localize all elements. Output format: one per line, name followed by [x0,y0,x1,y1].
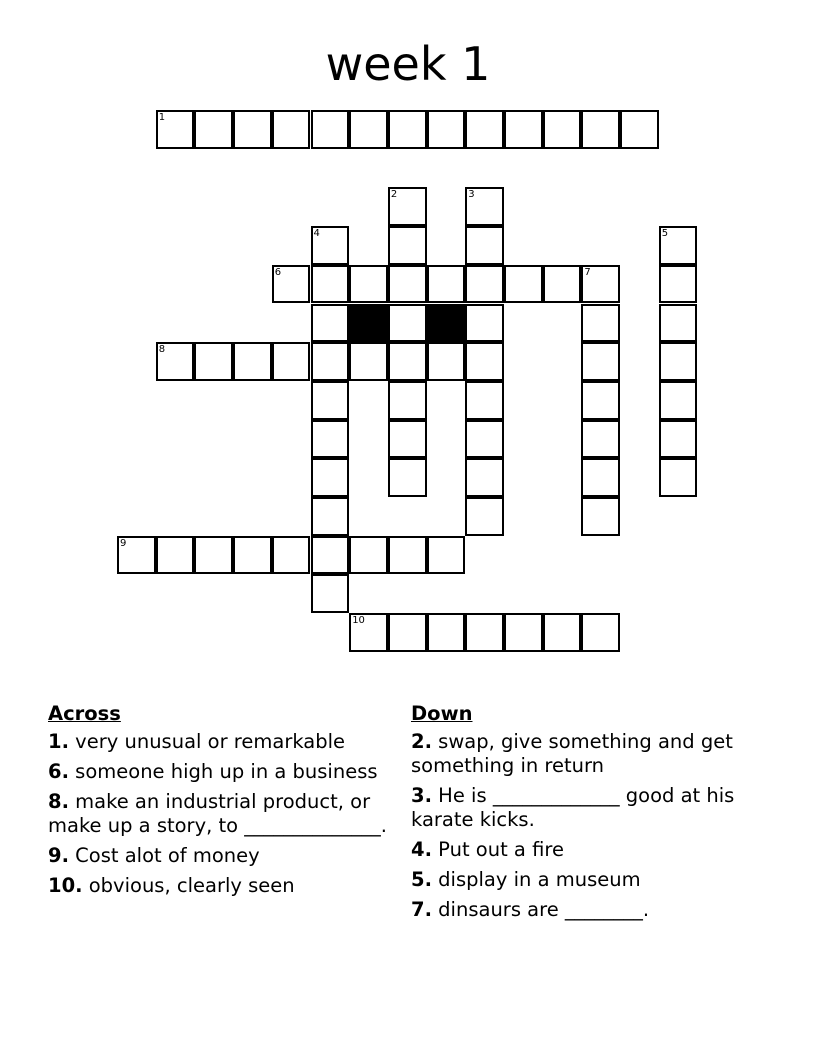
clue-text: very unusual or remarkable [68,730,346,753]
clue-num: 3. [411,784,432,807]
down-clue [411,898,756,922]
clue-text: dinsaurs are ________. [431,898,650,921]
grid-cell[interactable] [156,342,195,381]
across-heading: Across [48,702,121,725]
clue-num: 7. [411,898,432,921]
grid-cell[interactable] [311,536,350,575]
grid-cell[interactable] [233,110,272,149]
grid-cell[interactable] [659,458,698,497]
down-clue [411,838,756,862]
grid-cell[interactable] [272,536,311,575]
clue-number: 10 [352,615,365,627]
grid-cell[interactable] [465,613,504,652]
clue-num: 4. [411,838,432,861]
grid-cell[interactable] [311,420,350,459]
clue-num: 9. [48,844,69,867]
clue-number: 1 [158,112,166,123]
grid-cell[interactable] [465,458,504,497]
grid-cell[interactable] [465,304,504,343]
grid-cell[interactable] [233,536,272,575]
grid-cell[interactable] [349,110,388,149]
grid-cell[interactable] [427,536,466,575]
grid-cell[interactable] [543,110,582,149]
grid-cell[interactable] [311,265,350,304]
grid-cell[interactable] [581,613,620,652]
clue-text: swap, give something and get something in return [411,730,733,777]
grid-cell[interactable] [117,536,156,575]
grid-cell[interactable] [272,342,311,381]
grid-cell[interactable] [465,187,504,226]
clue-text: display in a museum [431,868,641,891]
grid-cell[interactable] [581,458,620,497]
grid-cell[interactable] [388,420,427,459]
grid-cell[interactable] [504,613,543,652]
grid-cell[interactable] [388,458,427,497]
grid-cell[interactable] [311,304,350,343]
clue-number: 2 [390,189,398,201]
grid-cell[interactable] [659,342,698,381]
grid-cell[interactable] [388,110,427,149]
grid-cell[interactable] [388,381,427,420]
grid-cell[interactable] [427,613,466,652]
grid-cell[interactable] [581,265,620,304]
grid-cell[interactable] [427,342,466,381]
grid-cell[interactable] [465,265,504,304]
grid-cell[interactable] [388,226,427,265]
clue-text: someone high up in a business [68,760,378,783]
grid-cell[interactable] [465,342,504,381]
down-list [411,730,756,922]
grid-cell[interactable] [465,110,504,149]
across-clue [48,874,393,898]
grid-cell[interactable] [311,110,350,149]
grid-cell[interactable] [388,536,427,575]
grid-cell[interactable] [388,304,427,343]
black-cell [427,304,466,343]
puzzle-title: week 1 [325,37,491,91]
grid-cell[interactable] [427,110,466,149]
clue-text: He is _____________ good at his karate kicks. [411,784,735,831]
clue-number: 3 [468,189,475,201]
grid-cell[interactable] [349,613,388,652]
grid-cell[interactable] [388,187,427,226]
grid-cell[interactable] [659,304,698,343]
clue-num: 6. [48,760,69,783]
grid-cell[interactable] [311,458,350,497]
across-clues [48,702,393,904]
grid-cell[interactable] [581,381,620,420]
clue-text: Put out a fire [431,838,564,861]
grid-cell[interactable] [311,497,350,536]
grid-cell[interactable] [581,497,620,536]
clue-num: 1. [48,730,69,753]
grid-cell[interactable] [156,536,195,575]
grid-cell[interactable] [272,265,311,304]
clue-num: 8. [48,790,69,813]
grid-cell[interactable] [504,265,543,304]
grid-cell[interactable] [194,342,233,381]
grid-cell[interactable] [659,420,698,459]
across-clue [48,730,393,754]
grid-cell[interactable] [581,304,620,343]
clue-text: Cost alot of money [68,844,260,867]
down-heading: Down [411,702,473,725]
grid-cell[interactable] [465,381,504,420]
grid-cell[interactable] [311,226,350,265]
down-clue [411,784,756,832]
grid-cell[interactable] [194,110,233,149]
grid-cell[interactable] [388,613,427,652]
grid-cell[interactable] [311,342,350,381]
clue-number: 7 [584,266,591,278]
grid-cell[interactable] [427,265,466,304]
grid-cell[interactable] [156,110,195,149]
grid-cell[interactable] [620,110,659,149]
clue-number: 6 [274,266,282,278]
grid-cell[interactable] [659,381,698,420]
across-clue [48,844,393,868]
grid-cell[interactable] [349,265,388,304]
grid-cell[interactable] [465,420,504,459]
grid-cell[interactable] [543,613,582,652]
black-cell [349,304,388,343]
grid-cell[interactable] [233,342,272,381]
across-clue [48,790,393,838]
grid-cell[interactable] [543,265,582,304]
down-clue [411,730,756,778]
grid-cell[interactable] [272,110,311,149]
clue-num: 5. [411,868,432,891]
clue-num: 10. [48,874,83,897]
clue-text: obvious, clearly seen [82,874,295,897]
down-clue [411,868,756,892]
grid-cell[interactable] [581,420,620,459]
grid-cell[interactable] [311,381,350,420]
grid-cell[interactable] [659,265,698,304]
grid-cell[interactable] [388,342,427,381]
clue-number: 5 [661,228,669,240]
across-list [48,730,393,898]
clue-number: 8 [158,344,166,356]
grid-cell[interactable] [659,226,698,265]
down-clues [411,702,756,928]
grid-cell[interactable] [349,536,388,575]
clue-text: make an industrial product, or make up a story, to ______________. [48,790,387,837]
grid-cell[interactable] [194,536,233,575]
clue-num: 2. [411,730,432,753]
grid-cell[interactable] [465,226,504,265]
clue-number: 9 [120,537,127,549]
grid-cell[interactable] [388,265,427,304]
grid-cell[interactable] [504,110,543,149]
grid-cell[interactable] [581,342,620,381]
grid-cell[interactable] [581,110,620,149]
grid-cell[interactable] [465,497,504,536]
grid-cell[interactable] [311,574,350,613]
across-clue [48,760,393,784]
grid-cell[interactable] [349,342,388,381]
clue-number: 4 [313,228,320,240]
